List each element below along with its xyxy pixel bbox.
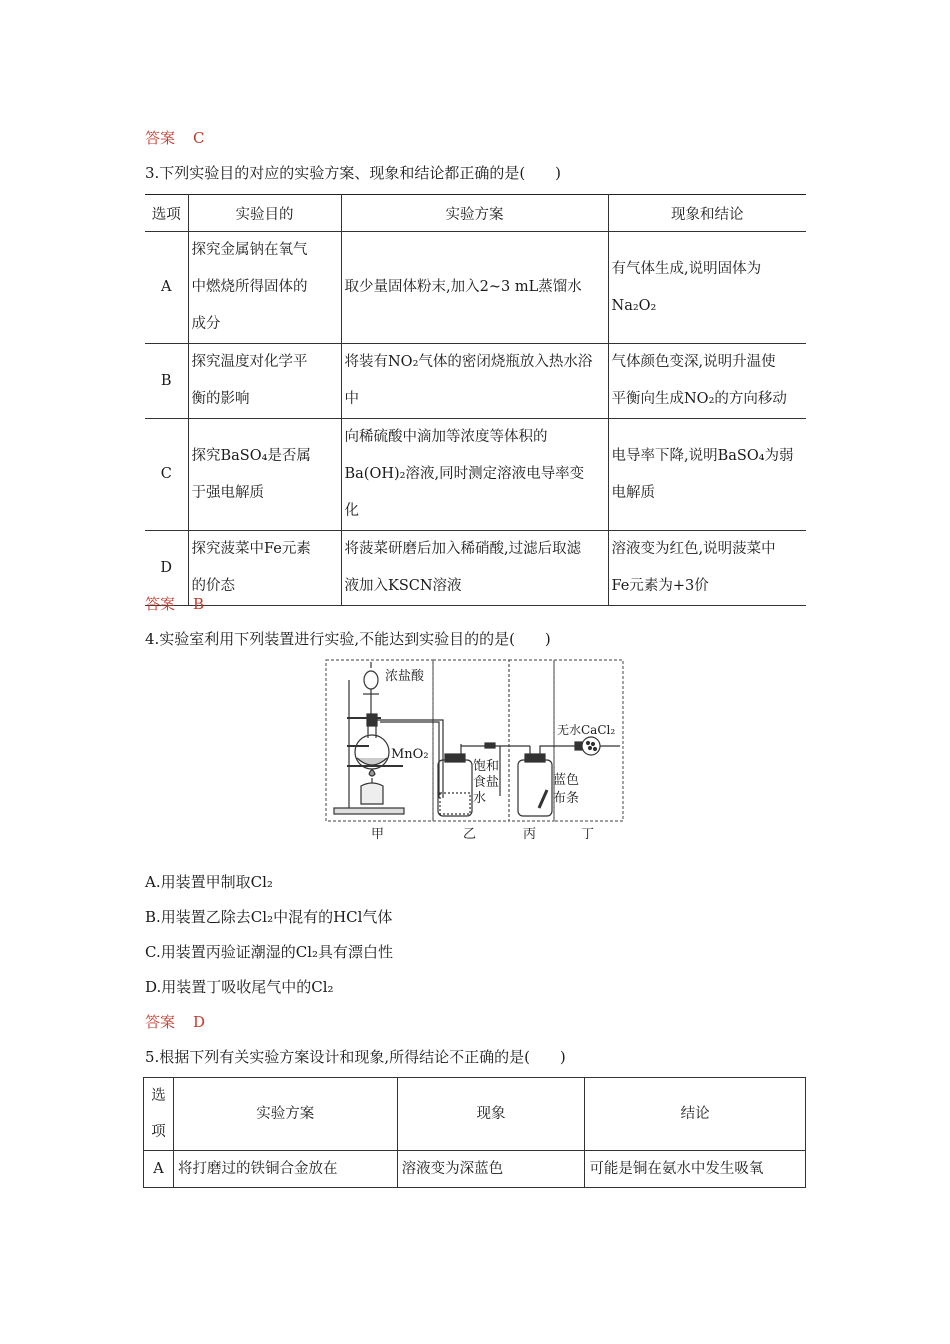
row-option: A <box>144 1151 174 1188</box>
question-3-table <box>145 194 806 606</box>
header-method: 实验方案 <box>173 1078 397 1151</box>
frame-bing <box>509 660 554 821</box>
row-method: 向稀硫酸中滴加等浓度等体积的 Ba(OH)₂溶液,同时测定溶液电导率变 化 <box>341 419 608 531</box>
bottle-bing <box>518 746 552 816</box>
label-cacl2: 无水CaCl₂ <box>557 723 616 737</box>
label-bing: 丙 <box>523 827 537 842</box>
header-method: 实验方案 <box>341 195 608 232</box>
row-method: 将打磨过的铁铜合金放在 <box>173 1151 397 1188</box>
row-phenomenon: 溶液变为深蓝色 <box>397 1151 585 1188</box>
row-result: 电导率下降,说明BaSO₄为弱 电解质 <box>608 419 806 531</box>
header-option: 选项 <box>145 195 188 232</box>
table-row <box>145 344 806 419</box>
label-concentrated-hcl: 浓盐酸 <box>385 669 425 684</box>
table-row <box>145 419 806 531</box>
alcohol-lamp <box>361 770 383 804</box>
table-row <box>144 1151 806 1188</box>
row-purpose: 探究菠菜中Fe元素 的价态 <box>188 531 341 606</box>
drying-tube <box>575 737 620 755</box>
label-saline-2: 食盐 <box>473 775 500 790</box>
row-conclusion: 可能是铜在氨水中发生吸氧 <box>585 1151 806 1188</box>
option-c: C.用装置丙验证潮湿的Cl₂具有漂白性 <box>145 943 393 961</box>
row-purpose: 探究BaSO₄是否属 于强电解质 <box>188 419 341 531</box>
table-row <box>145 531 806 606</box>
label-jia: 甲 <box>371 827 385 842</box>
row-purpose: 探究金属钠在氧气 中燃烧所得固体的 成分 <box>188 232 341 344</box>
question-5-stem: 5.根据下列有关实验方案设计和现象,所得结论不正确的是( ) <box>145 1048 566 1066</box>
separatory-funnel <box>363 662 379 716</box>
apparatus-figure <box>325 658 625 844</box>
header-purpose: 实验目的 <box>188 195 341 232</box>
table-row <box>145 232 806 344</box>
label-yi: 乙 <box>463 827 477 842</box>
frame-yi <box>433 660 509 821</box>
row-method: 将菠菜研磨后加入稀硝酸,过滤后取滤 液加入KSCN溶液 <box>341 531 608 606</box>
row-option: A <box>145 232 188 344</box>
label-mno2: MnO₂ <box>391 747 429 762</box>
row-method: 将装有NO₂气体的密闭烧瓶放入热水浴 中 <box>341 344 608 419</box>
row-result: 有气体生成,说明固体为 Na₂O₂ <box>608 232 806 344</box>
row-method: 取少量固体粉末,加入2~3 mL蒸馏水 <box>341 232 608 344</box>
question-5-table <box>143 1077 806 1188</box>
option-a: A.用装置甲制取Cl₂ <box>145 873 273 891</box>
answer-q3: 答案 B <box>145 595 205 613</box>
header-phenomenon: 现象 <box>397 1078 585 1151</box>
option-b: B.用装置乙除去Cl₂中混有的HCl气体 <box>145 908 393 926</box>
question-3-stem: 3.下列实验目的对应的实验方案、现象和结论都正确的是( ) <box>145 164 562 182</box>
label-saline-1: 饱和 <box>473 759 500 774</box>
row-option: C <box>145 419 188 531</box>
option-d: D.用装置丁吸收尾气中的Cl₂ <box>145 978 334 996</box>
row-result: 气体颜色变深,说明升温使 平衡向生成NO₂的方向移动 <box>608 344 806 419</box>
table-header-row <box>144 1078 806 1151</box>
answer-q4: 答案 D <box>145 1013 206 1031</box>
row-option: B <box>145 344 188 419</box>
question-4-stem: 4.实验室利用下列装置进行实验,不能达到实验目的的是( ) <box>145 630 551 648</box>
row-purpose: 探究温度对化学平 衡的影响 <box>188 344 341 419</box>
header-conclusion: 结论 <box>585 1078 806 1151</box>
label-saline-3: 水 <box>473 791 487 806</box>
label-ding: 丁 <box>581 827 595 842</box>
header-option: 选项 <box>144 1078 174 1151</box>
table-header-row <box>145 195 806 232</box>
row-result: 溶液变为红色,说明菠菜中 Fe元素为+3价 <box>608 531 806 606</box>
row-option: D <box>145 531 188 606</box>
label-cloth-2: 布条 <box>553 791 580 806</box>
header-result: 现象和结论 <box>608 195 806 232</box>
label-cloth-1: 蓝色 <box>553 773 580 788</box>
answer-q2: 答案 C <box>145 129 205 147</box>
